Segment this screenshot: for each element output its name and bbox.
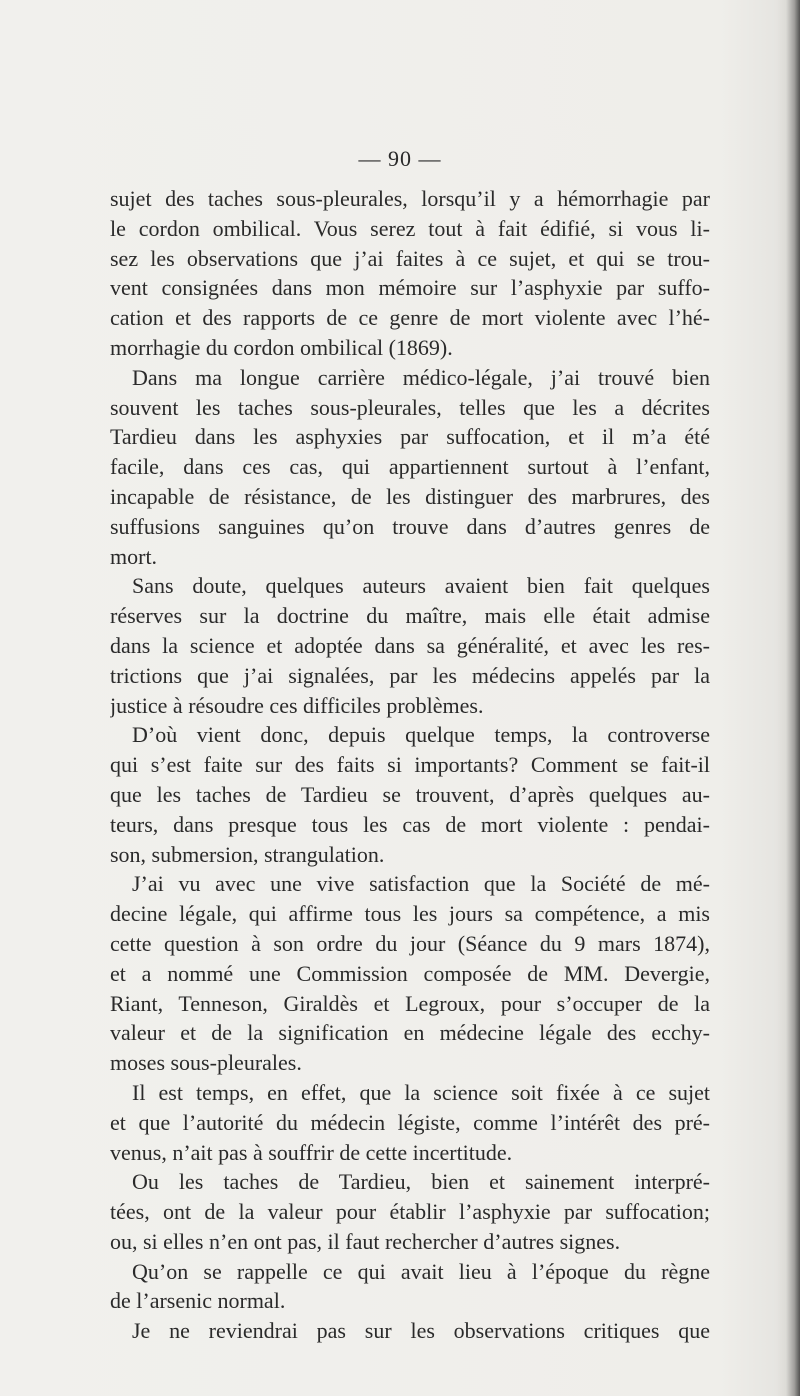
text-line: cation et des rapports de ce genre de mort violente avec l’hé- — [110, 305, 710, 331]
text-line: vent consignées dans mon mémoire sur l’asphyxie par suffo- — [110, 275, 710, 301]
text-line: et que l’autorité du médecin légiste, comme l’intérêt des pré- — [110, 1109, 710, 1135]
page-edge-shadow — [786, 0, 800, 1396]
text-line: qui s’est faite sur des faits si importants? Comment se fait-il — [110, 752, 710, 778]
text-line: Il est temps, en effet, que la science soit fixée à ce sujet — [132, 1079, 710, 1105]
text-line: teurs, dans presque tous les cas de mort violente : pendai- — [110, 811, 710, 837]
text-line: moses sous-pleurales. — [110, 1050, 302, 1076]
text-line: dans la science et adoptée dans sa généralité, et avec les res- — [110, 632, 710, 658]
text-line: Ou les taches de Tardieu, bien et sainement interpré- — [132, 1169, 710, 1195]
text-line: souvent les taches sous-pleurales, telles que les a décrites — [110, 394, 710, 420]
text-line: Sans doute, quelques auteurs avaient bien fait quelques — [132, 573, 710, 599]
text-line: cette question à son ordre du jour (Séance du 9 mars 1874), — [110, 930, 710, 956]
body-text — [110, 184, 710, 1346]
text-line: valeur et de la signification en médecine légale des ecchy- — [110, 1020, 710, 1046]
text-line: D’où vient donc, depuis quelque temps, la controverse — [132, 722, 710, 748]
text-line: incapable de résistance, de les distinguer des marbrures, des — [110, 483, 710, 509]
text-line: de l’arsenic normal. — [110, 1288, 286, 1314]
text-line: venus, n’ait pas à souffrir de cette incertitude. — [110, 1139, 513, 1165]
text-line: son, submersion, strangulation. — [110, 841, 385, 867]
text-line: Je ne reviendrai pas sur les observations critiques que — [132, 1318, 710, 1344]
text-line: suffusions sanguines qu’on trouve dans d’autres genres de — [110, 513, 710, 539]
page-number: — 90 — — [358, 146, 442, 171]
text-line: J’ai vu avec une vive satisfaction que la Société de mé- — [132, 871, 710, 897]
text-line: que les taches de Tardieu se trouvent, d’après quelques au- — [110, 781, 710, 807]
text-line: mort. — [110, 543, 158, 569]
text-line: et a nommé une Commission composée de MM. Devergie, — [110, 960, 710, 986]
text-line: Tardieu dans les asphyxies par suffocation, et il m’a été — [110, 424, 710, 450]
text-line: sujet des taches sous-pleurales, lorsqu’il y a hémorrhagie par — [110, 186, 710, 211]
text-line: Riant, Tenneson, Giraldès et Legroux, pour s’occuper de la — [110, 990, 710, 1016]
text-line: Dans ma longue carrière médico-légale, j’ai trouvé bien — [132, 364, 710, 390]
text-line: sez les observations que j’ai faites à ce sujet, et qui se trou- — [110, 245, 710, 271]
text-line: facile, dans ces cas, qui appartiennent surtout à l’enfant, — [110, 454, 710, 480]
text-line: le cordon ombilical. Vous serez tout à fait édifié, si vous li- — [110, 215, 710, 241]
text-line: ou, si elles n’en ont pas, il faut rechercher d’autres signes. — [110, 1228, 621, 1254]
text-line: decine légale, qui affirme tous les jours sa compétence, a mis — [110, 901, 710, 927]
text-line: justice à résoudre ces difficiles problèmes. — [110, 692, 484, 718]
text-line: Qu’on se rappelle ce qui avait lieu à l’époque du règne — [132, 1258, 710, 1284]
text-line: trictions que j’ai signalées, par les médecins appelés par la — [110, 662, 710, 688]
text-line: tées, ont de la valeur pour établir l’asphyxie par suffocation; — [110, 1199, 710, 1225]
text-line: morrhagie du cordon ombilical (1869). — [110, 334, 453, 360]
text-line: réserves sur la doctrine du maître, mais elle était admise — [110, 603, 710, 629]
